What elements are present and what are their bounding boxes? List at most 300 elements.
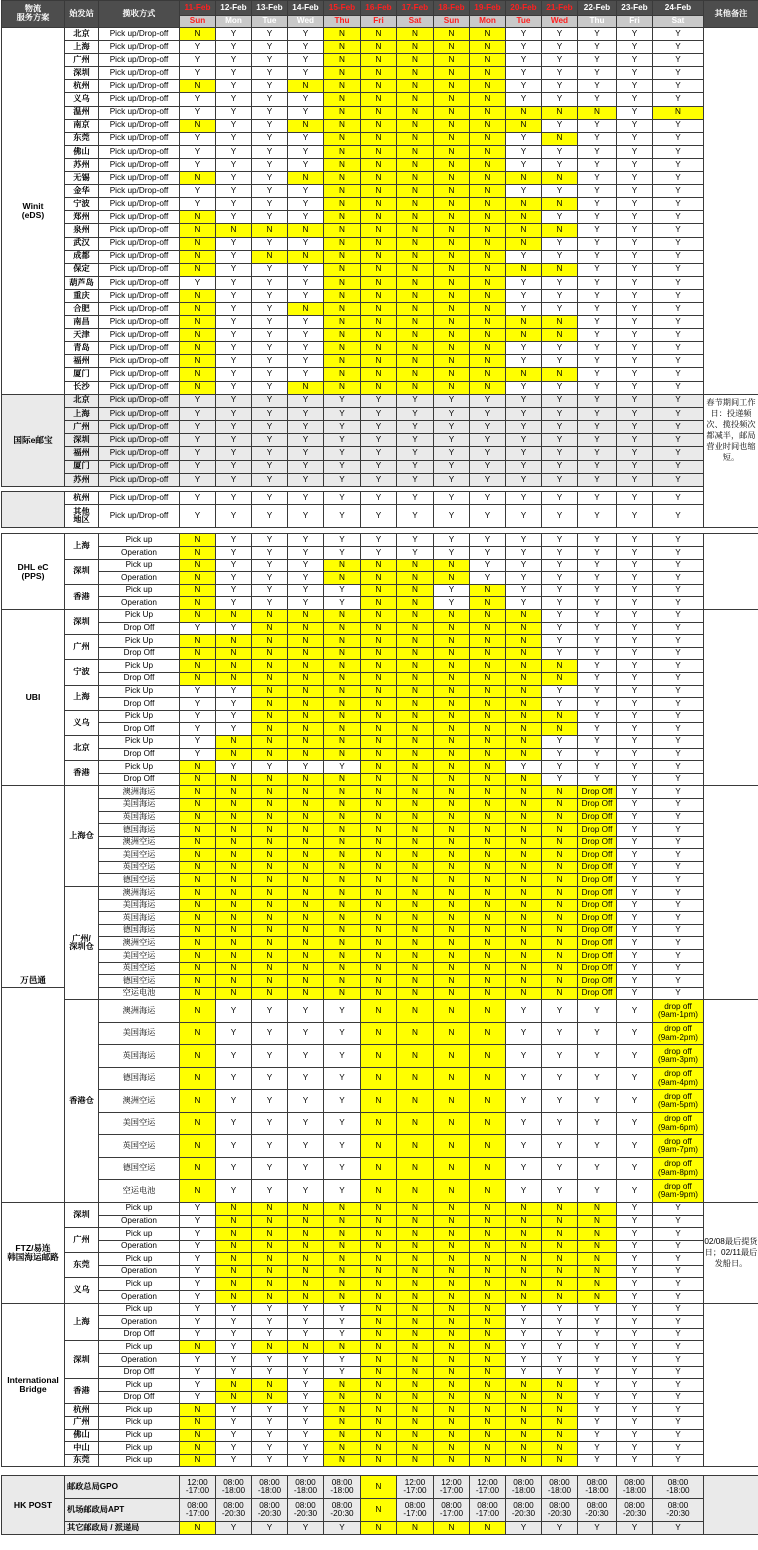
status-cell: Y — [216, 1303, 252, 1316]
table-row — [2, 924, 758, 937]
status-cell: N — [361, 635, 397, 648]
status-cell: N — [324, 660, 361, 673]
status-cell: Y — [506, 1135, 542, 1158]
status-cell: Y — [470, 394, 506, 407]
status-cell: N — [180, 1067, 216, 1090]
status-cell: N — [506, 672, 542, 685]
status-cell: Y — [252, 132, 288, 145]
status-cell: Y — [653, 987, 704, 1000]
table-row — [2, 407, 758, 420]
hours-close: -20:30 — [666, 1509, 690, 1519]
status-cell: N — [434, 1090, 470, 1113]
status-cell: Y — [180, 723, 216, 736]
remarks-cell: 春节期间工作日：投递频次、揽投频次都减半，邮局营业时间也缩短。 — [704, 394, 758, 528]
status-cell: N — [324, 987, 361, 1000]
status-cell: N — [324, 1417, 361, 1430]
status-cell: N — [542, 962, 578, 975]
status-cell: N — [216, 899, 252, 912]
status-cell: Y — [617, 1391, 653, 1404]
status-cell: Y — [653, 950, 704, 963]
pickup-method: Pick up/Drop-off — [99, 421, 180, 434]
status-cell: N — [288, 723, 324, 736]
status-cell: Y — [180, 491, 216, 505]
status-cell: N — [434, 1454, 470, 1467]
status-cell: Y — [216, 421, 252, 434]
status-cell: Y — [180, 1316, 216, 1329]
status-cell: Y — [252, 1090, 288, 1113]
status-cell: N — [288, 824, 324, 837]
status-cell: N — [361, 211, 397, 224]
status-cell: Y — [288, 1429, 324, 1442]
status-cell: N — [434, 836, 470, 849]
service-type: 澳洲空运 — [99, 836, 180, 849]
status-cell: N — [288, 672, 324, 685]
origin-station: 南京 — [65, 119, 99, 132]
status-cell: N — [434, 748, 470, 761]
status-cell: N — [470, 198, 506, 211]
hours-open: 08:00 — [513, 1477, 534, 1487]
pickup-method: Pick up/Drop-off — [99, 368, 180, 381]
status-cell: Y — [542, 698, 578, 711]
hours-close: -18:00 — [666, 1486, 690, 1496]
status-cell: N — [252, 685, 288, 698]
status-cell: N — [397, 975, 434, 988]
status-cell: Y — [617, 447, 653, 460]
office-hours — [617, 1499, 653, 1522]
status-cell: Y — [506, 407, 542, 420]
status-cell: N — [397, 824, 434, 837]
status-cell: Y — [578, 119, 617, 132]
status-cell: N — [252, 975, 288, 988]
status-cell: N — [361, 1366, 397, 1379]
status-cell: Y — [288, 761, 324, 774]
status-cell: N — [397, 80, 434, 93]
status-cell: N — [288, 1278, 324, 1291]
status-cell: Y — [288, 289, 324, 302]
status-cell: N — [506, 773, 542, 786]
status-cell: Y — [653, 597, 704, 610]
status-cell: Y — [617, 421, 653, 434]
status-cell: Y — [288, 1417, 324, 1430]
status-cell: N — [434, 937, 470, 950]
table-row — [2, 887, 758, 900]
status-cell: N — [180, 1429, 216, 1442]
service-type: 空运电池 — [99, 987, 180, 1000]
status-cell: N — [470, 912, 506, 925]
status-cell: Y — [617, 534, 653, 547]
status-cell: N — [397, 811, 434, 824]
header-date: 22-Feb — [578, 1, 617, 16]
status-cell: N — [470, 597, 506, 610]
status-cell: N — [288, 811, 324, 824]
status-cell: N — [397, 786, 434, 799]
status-cell: N — [324, 1391, 361, 1404]
origin-station: 北京 — [65, 394, 99, 407]
status-cell: Y — [542, 1316, 578, 1329]
status-cell: N — [506, 635, 542, 648]
status-cell: Y — [324, 1316, 361, 1329]
status-cell: N — [470, 660, 506, 673]
origin-station: 温州 — [65, 106, 99, 119]
status-cell: N — [324, 912, 361, 925]
status-cell: N — [397, 1278, 434, 1291]
status-cell: N — [324, 1253, 361, 1266]
status-cell: N — [506, 368, 542, 381]
hours-close: -17:00 — [475, 1509, 500, 1519]
status-cell: N — [542, 1215, 578, 1228]
status-cell: N — [397, 1022, 434, 1045]
status-cell: N — [216, 962, 252, 975]
pickup-method: Pick up/Drop-off — [99, 491, 180, 505]
status-cell: Y — [653, 505, 704, 528]
status-cell: Y — [542, 1022, 578, 1045]
office-hours — [397, 1499, 434, 1522]
status-cell: N — [180, 211, 216, 224]
status-cell: N — [180, 975, 216, 988]
status-cell: Y — [288, 106, 324, 119]
status-cell: Y — [578, 1404, 617, 1417]
status-cell: Y — [617, 1417, 653, 1430]
status-cell: Y — [216, 761, 252, 774]
status-cell: Y — [617, 660, 653, 673]
status-cell: N — [542, 1429, 578, 1442]
status-cell: Y — [578, 1442, 617, 1455]
status-cell: N — [470, 773, 506, 786]
status-cell: N — [397, 1067, 434, 1090]
pickup-method: Pick up/Drop-off — [99, 434, 180, 447]
status-cell: Y — [542, 1341, 578, 1354]
status-cell: N — [252, 224, 288, 237]
status-cell: N — [434, 874, 470, 887]
status-cell: N — [397, 263, 434, 276]
status-cell: Y — [506, 434, 542, 447]
hours-close: -18:00 — [547, 1486, 572, 1496]
hours-open: 08:00 — [404, 1500, 426, 1510]
status-cell: Y — [617, 622, 653, 635]
status-cell: N — [361, 1316, 397, 1329]
status-cell: Y — [506, 505, 542, 528]
pickup-method: Pick Up — [99, 685, 180, 698]
status-cell: Y — [653, 622, 704, 635]
table-row — [2, 798, 758, 811]
table-row — [2, 597, 758, 610]
status-cell: N — [180, 534, 216, 547]
status-cell: Y — [617, 491, 653, 505]
status-cell: N — [542, 811, 578, 824]
status-cell: Y — [617, 355, 653, 368]
status-cell: N — [542, 887, 578, 900]
status-cell: N — [180, 811, 216, 824]
status-cell: N — [542, 672, 578, 685]
status-cell: N — [324, 106, 361, 119]
status-cell: Y — [252, 93, 288, 106]
status-cell: N — [506, 735, 542, 748]
status-cell: Y — [653, 237, 704, 250]
status-cell: N — [288, 622, 324, 635]
status-cell: N — [252, 748, 288, 761]
status-cell: N — [470, 811, 506, 824]
status-cell: Y — [653, 1291, 704, 1304]
status-cell: N — [542, 1417, 578, 1430]
status-cell: Y — [252, 316, 288, 329]
status-cell: Y — [361, 421, 397, 434]
status-cell: N — [324, 119, 361, 132]
hours-open: 08:00 — [187, 1500, 208, 1510]
status-cell: N — [470, 698, 506, 711]
service-type: 德国空运 — [99, 975, 180, 988]
status-cell: Y — [653, 786, 704, 799]
status-cell: N — [324, 185, 361, 198]
office-hours — [506, 1476, 542, 1499]
status-cell: N — [216, 773, 252, 786]
status-cell: Y — [252, 394, 288, 407]
status-cell: N — [470, 849, 506, 862]
status-cell: N — [434, 559, 470, 572]
status-cell: Y — [216, 1022, 252, 1045]
status-cell: N — [434, 381, 470, 394]
hours-open: 08:00 — [624, 1477, 645, 1487]
status-cell: Y — [506, 1112, 542, 1135]
table-row — [2, 584, 758, 597]
status-cell: Y — [288, 1180, 324, 1203]
table-row — [2, 316, 758, 329]
status-cell: Y — [216, 1522, 252, 1535]
status-cell: N — [470, 1090, 506, 1113]
status-cell: Y — [216, 710, 252, 723]
spacer — [617, 1467, 653, 1476]
status-cell: Y — [578, 572, 617, 585]
status-cell: N — [180, 381, 216, 394]
status-cell: Y — [397, 421, 434, 434]
status-cell: N — [324, 93, 361, 106]
header-date: 20-Feb — [506, 1, 542, 16]
status-cell: N — [324, 685, 361, 698]
status-cell: N — [324, 672, 361, 685]
status-cell: N — [216, 975, 252, 988]
status-cell: N — [216, 811, 252, 824]
status-cell: Y — [361, 491, 397, 505]
hours-close: -20:30 — [221, 1509, 246, 1519]
status-cell: N — [542, 950, 578, 963]
status-cell: N — [180, 1090, 216, 1113]
dropoff-hours: (9am-3pm) — [657, 1055, 699, 1065]
status-cell: N — [180, 635, 216, 648]
status-cell: N — [361, 1442, 397, 1455]
status-cell: Y — [506, 597, 542, 610]
status-cell: N — [470, 1404, 506, 1417]
status-cell: N — [324, 289, 361, 302]
status-cell: N — [288, 786, 324, 799]
status-cell: Y — [542, 597, 578, 610]
status-cell: Y — [617, 28, 653, 41]
status-cell: Y — [216, 289, 252, 302]
status-cell: N — [252, 660, 288, 673]
status-cell: Y — [216, 145, 252, 158]
status-cell: Y — [288, 394, 324, 407]
status-cell: N — [324, 710, 361, 723]
hours-close: -17:00 — [475, 1486, 500, 1496]
status-cell: N — [397, 302, 434, 315]
status-cell: N — [542, 924, 578, 937]
status-cell: N — [397, 250, 434, 263]
status-cell: N — [470, 1454, 506, 1467]
status-cell: N — [506, 786, 542, 799]
post-office: 机场邮政局APT — [65, 1499, 180, 1522]
status-cell: Y — [216, 559, 252, 572]
status-cell: Y — [288, 145, 324, 158]
status-cell: Y — [617, 1303, 653, 1316]
status-cell: Y — [288, 1112, 324, 1135]
service-type: 美国海运 — [99, 1022, 180, 1045]
status-cell: N — [216, 672, 252, 685]
table-row — [2, 1090, 758, 1113]
status-cell: N — [470, 1000, 506, 1023]
status-cell: Y — [216, 211, 252, 224]
status-cell: N — [542, 937, 578, 950]
status-cell: N — [361, 610, 397, 623]
status-cell: N — [542, 824, 578, 837]
status-cell: Y — [434, 534, 470, 547]
status-cell: N — [361, 887, 397, 900]
status-cell: N — [216, 1291, 252, 1304]
origin-station: 广州 — [65, 1417, 99, 1430]
table-row — [2, 987, 758, 1000]
remarks-cell — [704, 610, 758, 786]
status-cell: N — [470, 962, 506, 975]
office-hours — [180, 1499, 216, 1522]
status-cell: Y — [653, 421, 704, 434]
status-cell: Y — [653, 1404, 704, 1417]
origin-station: 深圳 — [65, 610, 99, 635]
status-cell: Y — [542, 211, 578, 224]
table-row — [2, 302, 758, 315]
status-cell: N — [180, 1000, 216, 1023]
hours-close: -20:30 — [511, 1509, 536, 1519]
status-cell: Y — [578, 723, 617, 736]
status-cell: N — [470, 1379, 506, 1392]
hours-open: 12:00 — [404, 1477, 426, 1487]
pickup-method: Pick up — [99, 1278, 180, 1291]
status-cell: Y — [653, 381, 704, 394]
status-cell: Y — [288, 67, 324, 80]
status-cell: N — [180, 263, 216, 276]
status-cell: Y — [617, 950, 653, 963]
table-row — [2, 534, 758, 547]
status-cell: N — [216, 1215, 252, 1228]
table-row — [2, 1328, 758, 1341]
status-cell: N — [542, 899, 578, 912]
table-row — [2, 67, 758, 80]
status-cell: Y — [617, 67, 653, 80]
status-cell: N — [180, 924, 216, 937]
status-cell: N — [324, 773, 361, 786]
status-cell: Y — [578, 660, 617, 673]
status-cell: Y — [617, 93, 653, 106]
status-cell: Y — [252, 185, 288, 198]
pickup-method: Drop Off — [99, 1391, 180, 1404]
status-cell: N — [506, 211, 542, 224]
pickup-method: Pick Up — [99, 735, 180, 748]
holiday-schedule-table — [1, 0, 758, 1535]
spacer — [506, 1467, 542, 1476]
status-cell: N — [180, 355, 216, 368]
status-cell: Y — [653, 584, 704, 597]
status-cell: Y — [252, 597, 288, 610]
service-type: 德国海运 — [99, 1067, 180, 1090]
status-cell: Y — [617, 1442, 653, 1455]
status-cell: N — [506, 937, 542, 950]
status-cell: Y — [324, 1157, 361, 1180]
status-cell: Y — [288, 41, 324, 54]
status-cell: N — [470, 28, 506, 41]
status-cell: Y — [216, 1404, 252, 1417]
status-cell: Y — [578, 198, 617, 211]
status-cell: Y — [506, 1328, 542, 1341]
status-cell: Y — [506, 1022, 542, 1045]
service-type: 澳洲空运 — [99, 937, 180, 950]
status-cell: Drop Off — [578, 950, 617, 963]
status-cell: N — [361, 41, 397, 54]
status-cell: N — [252, 1341, 288, 1354]
origin-station: 天津 — [65, 329, 99, 342]
status-cell: Y — [653, 473, 704, 486]
status-cell: N — [397, 685, 434, 698]
status-cell: Y — [506, 145, 542, 158]
table-row — [2, 1391, 758, 1404]
status-cell: N — [506, 647, 542, 660]
status-cell: Y — [288, 534, 324, 547]
status-cell: N — [180, 773, 216, 786]
status-cell: N — [470, 1067, 506, 1090]
status-cell: Y — [542, 434, 578, 447]
status-cell: N — [288, 1240, 324, 1253]
status-cell: Y — [617, 1202, 653, 1215]
status-cell: N — [361, 685, 397, 698]
pickup-method: Pick up — [99, 1442, 180, 1455]
header-date: 14-Feb — [288, 1, 324, 16]
hours-close: -20:30 — [622, 1509, 647, 1519]
status-cell: Y — [617, 158, 653, 171]
status-cell: N — [361, 185, 397, 198]
status-cell: Y — [653, 748, 704, 761]
status-cell: N — [252, 250, 288, 263]
status-cell: Y — [617, 394, 653, 407]
status-cell: Y — [180, 1202, 216, 1215]
origin-station: 福州 — [65, 355, 99, 368]
status-cell: Y — [617, 798, 653, 811]
status-cell: Y — [288, 1522, 324, 1535]
status-cell: Y — [324, 584, 361, 597]
status-cell: N — [434, 635, 470, 648]
status-cell: N — [361, 622, 397, 635]
status-cell: N — [434, 1157, 470, 1180]
status-cell: N — [578, 1240, 617, 1253]
status-cell: Y — [434, 547, 470, 560]
status-cell: N — [434, 28, 470, 41]
status-cell: N — [180, 1454, 216, 1467]
hours-open: 08:00 — [441, 1500, 462, 1510]
status-cell: N — [506, 698, 542, 711]
header-weekday: Sat — [397, 16, 434, 28]
status-cell: N — [180, 302, 216, 315]
status-cell: N — [397, 1303, 434, 1316]
service-name: International Bridge — [2, 1303, 65, 1467]
origin-station: 厦门 — [65, 460, 99, 473]
status-cell: N — [361, 237, 397, 250]
status-cell: Y — [288, 198, 324, 211]
status-cell: N — [216, 1253, 252, 1266]
status-cell: Y — [361, 534, 397, 547]
